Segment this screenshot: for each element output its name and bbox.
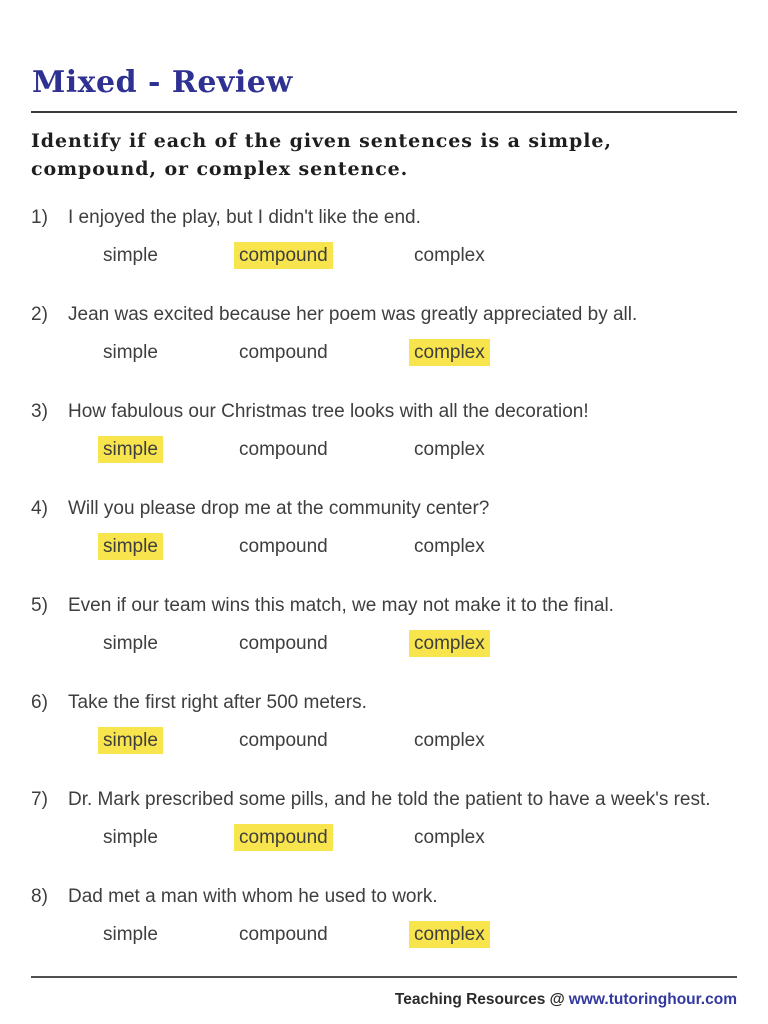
question-3 [31,400,737,463]
option-compound[interactable]: compound [239,730,328,751]
question-4 [31,497,737,560]
answer-options [31,340,737,366]
option-compound[interactable]: compound [234,242,333,269]
question-sentence: Will you please drop me at the community center? [68,498,490,519]
footer-credit-text: Teaching Resources @ [394,991,565,1008]
footer-website-link[interactable]: www.tutoringhour.com [568,991,737,1008]
option-compound[interactable]: compound [234,824,333,851]
answer-options [31,437,737,463]
page-title: Mixed - Review [32,65,293,100]
answer-options [31,534,737,560]
question-5 [31,594,737,657]
question-sentence: How fabulous our Christmas tree looks with all the decoration! [68,401,589,422]
question-6 [31,691,737,754]
question-2 [31,303,737,366]
option-complex[interactable]: complex [414,827,485,848]
worksheet-content [0,64,768,948]
question-number: 1) [31,207,48,228]
question-sentence: I enjoyed the play, but I didn't like the end. [68,207,421,228]
question-number: 3) [31,401,48,422]
question-7 [31,788,737,851]
option-complex[interactable]: complex [414,730,485,751]
instructions-text: Identify if each of the given sentences is a simple, compound, or complex sentence. [31,130,612,180]
question-number: 2) [31,304,48,325]
option-simple[interactable]: simple [103,633,158,654]
page-footer [31,976,737,1009]
option-simple[interactable]: simple [103,924,158,945]
option-compound[interactable]: compound [239,342,328,363]
option-complex[interactable]: complex [414,245,485,266]
option-complex[interactable]: complex [409,921,490,948]
answer-options [31,922,737,948]
question-number: 8) [31,886,48,907]
option-complex[interactable]: complex [414,439,485,460]
question-sentence: Jean was excited because her poem was greatly appreciated by all. [68,304,638,325]
question-list [31,206,737,948]
question-8 [31,885,737,948]
option-simple[interactable]: simple [103,342,158,363]
option-simple[interactable]: simple [103,827,158,848]
question-sentence: Dad met a man with whom he used to work. [68,886,438,907]
question-number: 7) [31,789,48,810]
option-compound[interactable]: compound [239,924,328,945]
question-number: 4) [31,498,48,519]
option-complex[interactable]: complex [409,339,490,366]
title-divider [31,111,737,113]
question-1 [31,206,737,269]
question-number: 5) [31,595,48,616]
question-number: 6) [31,692,48,713]
question-sentence: Dr. Mark prescribed some pills, and he told the patient to have a week's rest. [68,789,711,810]
question-sentence: Take the first right after 500 meters. [68,692,367,713]
option-compound[interactable]: compound [239,633,328,654]
answer-options [31,728,737,754]
option-simple[interactable]: simple [98,436,163,463]
option-compound[interactable]: compound [239,536,328,557]
answer-options [31,825,737,851]
option-simple[interactable]: simple [98,727,163,754]
option-simple[interactable]: simple [103,245,158,266]
option-complex[interactable]: complex [414,536,485,557]
option-compound[interactable]: compound [239,439,328,460]
option-complex[interactable]: complex [409,630,490,657]
question-sentence: Even if our team wins this match, we may not make it to the final. [68,595,614,616]
option-simple[interactable]: simple [98,533,163,560]
answer-options [31,243,737,269]
answer-options [31,631,737,657]
